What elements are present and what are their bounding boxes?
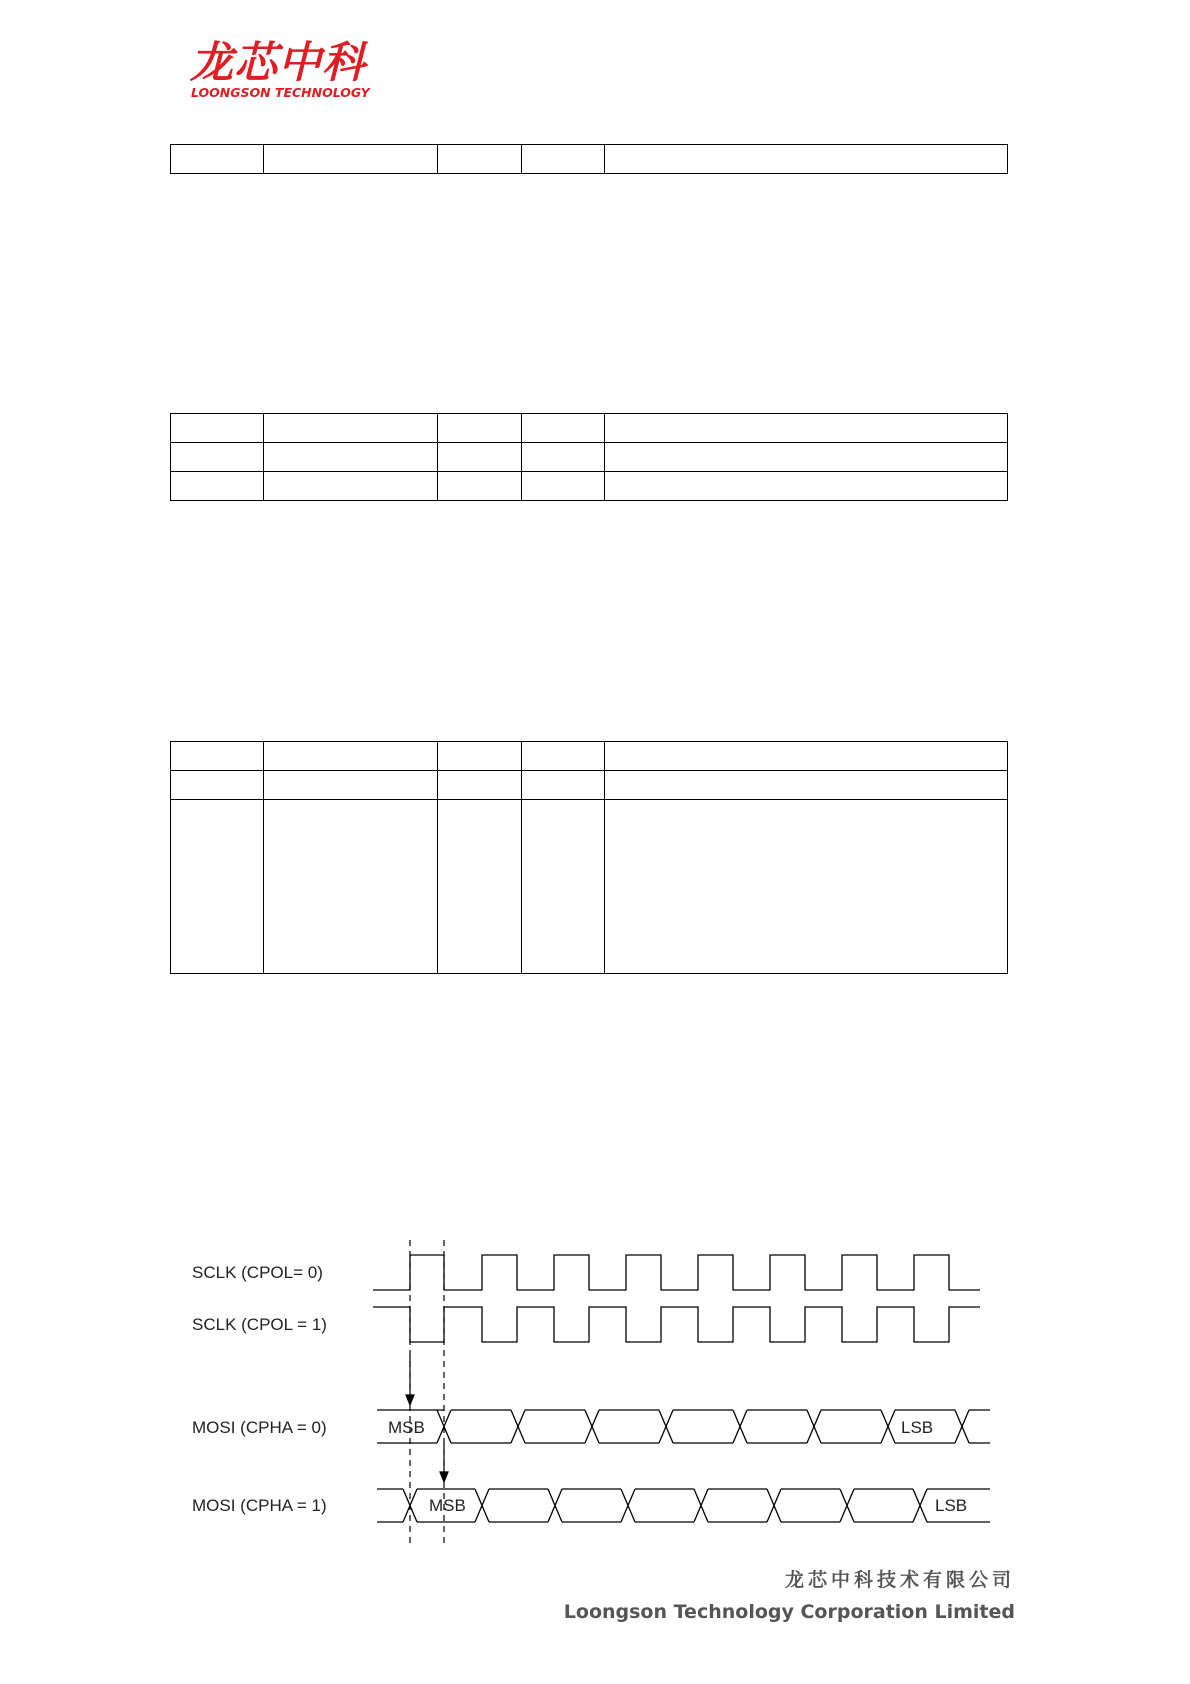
table-cell (522, 800, 605, 974)
timing-waveforms (373, 1255, 990, 1522)
table-cell (438, 472, 522, 501)
timing-labels (192, 1263, 967, 1515)
cpha0-sample-arrow-head (406, 1395, 414, 1405)
footer-company-cn: 龙芯中科技术有限公司 (784, 1569, 1015, 1591)
table-cell (605, 443, 1008, 472)
table-cell (171, 771, 264, 800)
table-cell (438, 800, 522, 974)
mosi-cpha1-lsb: LSB (935, 1496, 968, 1515)
table-cell (264, 472, 438, 501)
table-row (171, 771, 1008, 800)
table-cell (605, 771, 1008, 800)
table-cell (605, 742, 1008, 771)
page-footer (564, 1568, 1015, 1626)
register-table-2 (170, 413, 1008, 501)
cpha1-sample-arrow-head (440, 1472, 448, 1482)
mosi-cpha0-lsb: LSB (901, 1418, 934, 1437)
sclk-cpol0-waveform (373, 1255, 980, 1290)
table-cell (264, 414, 438, 443)
sclk-cpol0-label: SCLK (CPOL= 0) (192, 1263, 323, 1282)
sclk-cpol1-waveform (373, 1307, 980, 1342)
table-cell (438, 414, 522, 443)
table-cell (438, 145, 522, 174)
table-cell (171, 414, 264, 443)
table-cell (522, 414, 605, 443)
spi-timing-diagram (185, 1235, 1005, 1560)
table-cell (522, 742, 605, 771)
company-logo (190, 40, 405, 102)
table-cell (264, 443, 438, 472)
table-cell (605, 472, 1008, 501)
logo-chinese-text: 龙芯中科 (190, 38, 366, 88)
table-cell (171, 472, 264, 501)
table-row (171, 800, 1008, 974)
register-table-3 (170, 741, 1008, 974)
table-row (171, 414, 1008, 443)
table-cell (264, 145, 438, 174)
sclk-cpol1-label: SCLK (CPOL = 1) (192, 1315, 327, 1334)
table-cell (438, 443, 522, 472)
table-row (171, 742, 1008, 771)
mosi-cpha0-label: MOSI (CPHA = 0) (192, 1418, 327, 1437)
footer-company-en: Loongson Technology Corporation Limited (563, 1601, 1015, 1623)
table-row (171, 472, 1008, 501)
table-cell (264, 742, 438, 771)
mosi-cpha1-transitions (403, 1489, 927, 1522)
table-cell (605, 800, 1008, 974)
table-cell (522, 771, 605, 800)
mosi-cpha0-msb: MSB (388, 1418, 425, 1437)
table-row (171, 443, 1008, 472)
table-cell (605, 414, 1008, 443)
register-table-1 (170, 144, 1008, 174)
table-cell (171, 145, 264, 174)
table-cell (522, 443, 605, 472)
table-cell (171, 800, 264, 974)
table-cell (438, 771, 522, 800)
table-cell (171, 443, 264, 472)
table-row (171, 145, 1008, 174)
table-cell (171, 742, 264, 771)
mosi-cpha0-transitions (437, 1410, 969, 1443)
logo-english-text: LOONGSON TECHNOLOGY (191, 85, 370, 100)
mosi-cpha1-label: MOSI (CPHA = 1) (192, 1496, 327, 1515)
table-cell (522, 472, 605, 501)
table-cell (522, 145, 605, 174)
mosi-cpha1-msb: MSB (429, 1496, 466, 1515)
table-cell (264, 771, 438, 800)
table-cell (605, 145, 1008, 174)
table-cell (438, 742, 522, 771)
table-cell (264, 800, 438, 974)
